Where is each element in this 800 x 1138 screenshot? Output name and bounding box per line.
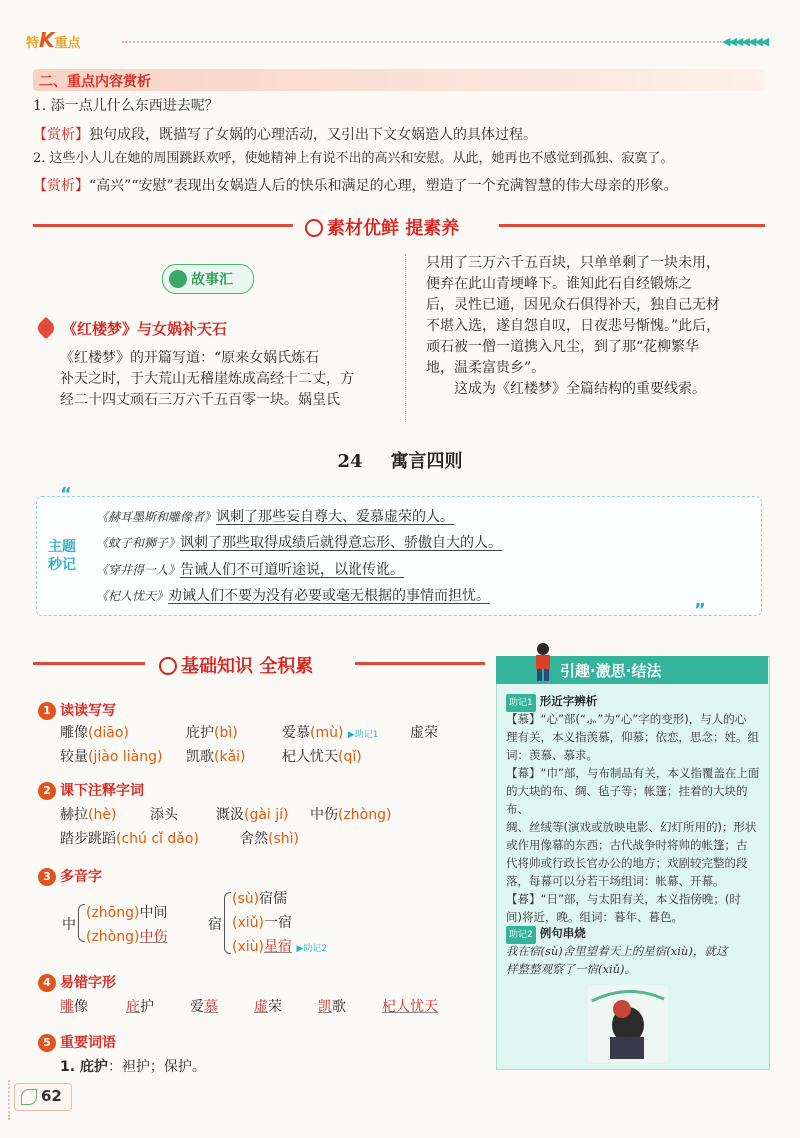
stargazing-illustration bbox=[588, 985, 668, 1063]
text-line: 1. 添一点儿什么东西进去呢？ bbox=[33, 98, 219, 114]
glyph-item: 凯歌 bbox=[318, 999, 346, 1015]
analysis-line: 【赏析】独句成段，既描写了女娲的心理活动，又引出下文女娲造人的具体过程。 bbox=[33, 127, 537, 143]
vocab-item: 虚荣 bbox=[410, 725, 438, 741]
vocab-item: 踏步跳蹈(chú cǐ dǎo) bbox=[60, 831, 199, 847]
vocab-item: 较量(jiào liàng) bbox=[60, 749, 163, 765]
header-divider bbox=[122, 41, 722, 43]
theme-item: 《蚊子和狮子》讽刺了那些取得成绩后就得意忘形、骄傲自大的人。 bbox=[96, 535, 503, 551]
text-line: 2. 这些小人儿在她的周围跳跃欢呼，使她精神上有说不出的高兴和安慰。从此，她再也不感觉到孤独、寂寞了。 bbox=[33, 151, 674, 166]
subsection-heading: 2 课下注释字词 bbox=[38, 780, 144, 800]
polyphone-char: 宿 bbox=[208, 917, 222, 933]
story-left-column: 《红楼梦》的开篇写道：“原来女娲氏炼石 补天之时，于大荒山无稽崖炼成高经十二丈，方 经二十四丈顽石三万六千五百零一块。娲皇氏 bbox=[60, 350, 354, 408]
vocab-item: 雕像(diāo) bbox=[60, 725, 129, 741]
theme-item: 《赫耳墨斯和雕像者》讽刺了那些妄自尊大、爱慕虚荣的人。 bbox=[96, 509, 455, 525]
theme-item: 《杞人忧天》劝诫人们不要为没有必要或毫无根据的事情而担忧。 bbox=[96, 588, 491, 604]
page-number-badge: 62 bbox=[14, 1083, 72, 1111]
analysis-line: 【赏析】“高兴”“安慰”表现出女娲造人后的快乐和满足的心理，塑造了一个充满智慧的伟大母亲的形象。 bbox=[33, 178, 678, 194]
polyphone-reading: (zhōng)中间 bbox=[86, 905, 168, 921]
story-heading: 《红楼梦》与女娲补天石 bbox=[62, 320, 228, 338]
leaf-icon bbox=[21, 1089, 37, 1105]
definition-item: 1. 庇护：袒护；保护。 bbox=[60, 1059, 206, 1075]
glyph-item: 雕像 bbox=[60, 999, 88, 1015]
column-divider bbox=[405, 254, 406, 422]
vocab-item: 舍然(shì) bbox=[240, 831, 299, 847]
story-right-column: 只用了三万六千五百块，只单单剩了一块未用， 便弃在此山青埂峰下。谁知此石自经锻炼之 后，灵性已通，因见众石俱得补天，独自己无材 不堪入选，遂自怨自叹，日夜悲号惭愧。”此后， 顽石被一僧一道携入凡尘，到了那“花柳繁华 地，温柔富贵乡”。 这成为《红楼梦》全篇结构的重要线索。 bbox=[426, 255, 721, 397]
vocab-item: 中伤(zhòng) bbox=[310, 807, 392, 823]
glyph-item: 虚荣 bbox=[254, 999, 282, 1015]
banner-material bbox=[33, 214, 765, 239]
banner-title: 素材优鲜 提素养 bbox=[327, 218, 460, 239]
polyphone-char: 中 bbox=[62, 917, 76, 933]
vocab-item: 杞人忧天(qǐ) bbox=[282, 749, 362, 765]
note-heading: 助记1 形近字辨析 bbox=[506, 692, 762, 712]
note-body: 我在宿(sù)舍里望着天上的星宿(xiù)，就这 样整整观察了一宿(xiǔ)。 bbox=[506, 944, 728, 976]
vocab-item: 凯歌(kǎi) bbox=[186, 749, 246, 765]
person-icon bbox=[532, 642, 554, 682]
subsection-heading: 1 读读写写 bbox=[38, 700, 116, 720]
book-icon bbox=[169, 270, 187, 288]
theme-label: 主题秒记 bbox=[48, 539, 76, 573]
polyphone-reading: (zhòng)中伤 bbox=[86, 929, 168, 945]
vocab-item: 爱慕(mù) ▶助记1 bbox=[282, 725, 379, 741]
section-heading-bar bbox=[33, 69, 765, 91]
banner-basics bbox=[33, 652, 485, 677]
theme-item: 《穿井得一人》告诫人们不可道听途说，以讹传讹。 bbox=[96, 562, 405, 578]
open-quote-icon: “ bbox=[60, 484, 72, 505]
vocab-item: 庇护(bì) bbox=[186, 725, 238, 741]
arrow-decoration-icon: ◀◀◀◀◀◀◀ bbox=[722, 35, 768, 48]
polyphone-reading: (xiù)星宿 ▶助记2 bbox=[232, 939, 328, 955]
spiral-icon bbox=[305, 219, 323, 237]
brace-icon bbox=[78, 904, 85, 942]
leaf-icon bbox=[35, 317, 58, 340]
glyph-item: 庇护 bbox=[126, 999, 154, 1015]
polyphone-reading: (sù)宿儒 bbox=[232, 891, 288, 907]
lesson-title: 24 寓言四则 bbox=[337, 451, 463, 472]
note-body: 【慕】“心”部(“⺗”为“心”字的变形)，与人的心 理有关，本义指羡慕，仰慕；依恋，思念；姓。组 词：羡慕、慕求。 【幕】“巾”部，与布制品有关，本义指覆盖在上面 的大块的布、绸、毡子等；帐篷；挂着的大块的布、 绸、丝绒等(演戏或放映电影、幻灯所用的)；形状 或作用像幕的东西；古代战争时将帅的帐篷；古 代将帅或行政长官办公的地方；戏剧较完整的段 落，每幕可以分若干场组词：帐幕、开幕。 【暮】“日”部，与太阳有关，本义指傍晚；(时 间)将近，晚。组词：暮年、暮色。 bbox=[506, 712, 760, 924]
glyph-item: 爱慕 bbox=[190, 999, 218, 1015]
vocab-item: 溉汲(gài jí) bbox=[216, 807, 289, 823]
vocab-item: 赫拉(hè) bbox=[60, 807, 117, 823]
note-heading: 助记2 例句串烧 bbox=[506, 924, 762, 944]
glyph-item: 杞人忧天 bbox=[382, 999, 438, 1015]
brand-logo: 特K重点 bbox=[26, 28, 81, 52]
spiral-icon bbox=[159, 657, 177, 675]
brace-icon bbox=[224, 892, 231, 954]
subsection-heading: 4 易错字形 bbox=[38, 972, 116, 992]
subsection-heading: 3 多音字 bbox=[38, 866, 102, 886]
close-quote-icon: ” bbox=[694, 600, 706, 621]
subsection-heading: 5 重要词语 bbox=[38, 1032, 116, 1052]
margin-decoration bbox=[8, 1080, 10, 1120]
banner-title: 基础知识 全积累 bbox=[181, 656, 314, 677]
tips-panel-header: 引趣·激思·结法 bbox=[496, 656, 768, 684]
section-title: 二、重点内容赏析 bbox=[39, 74, 151, 90]
story-tag: 故事汇 bbox=[162, 264, 254, 294]
vocab-item: 添头 bbox=[150, 807, 178, 823]
polyphone-reading: (xiǔ)一宿 bbox=[232, 915, 292, 931]
